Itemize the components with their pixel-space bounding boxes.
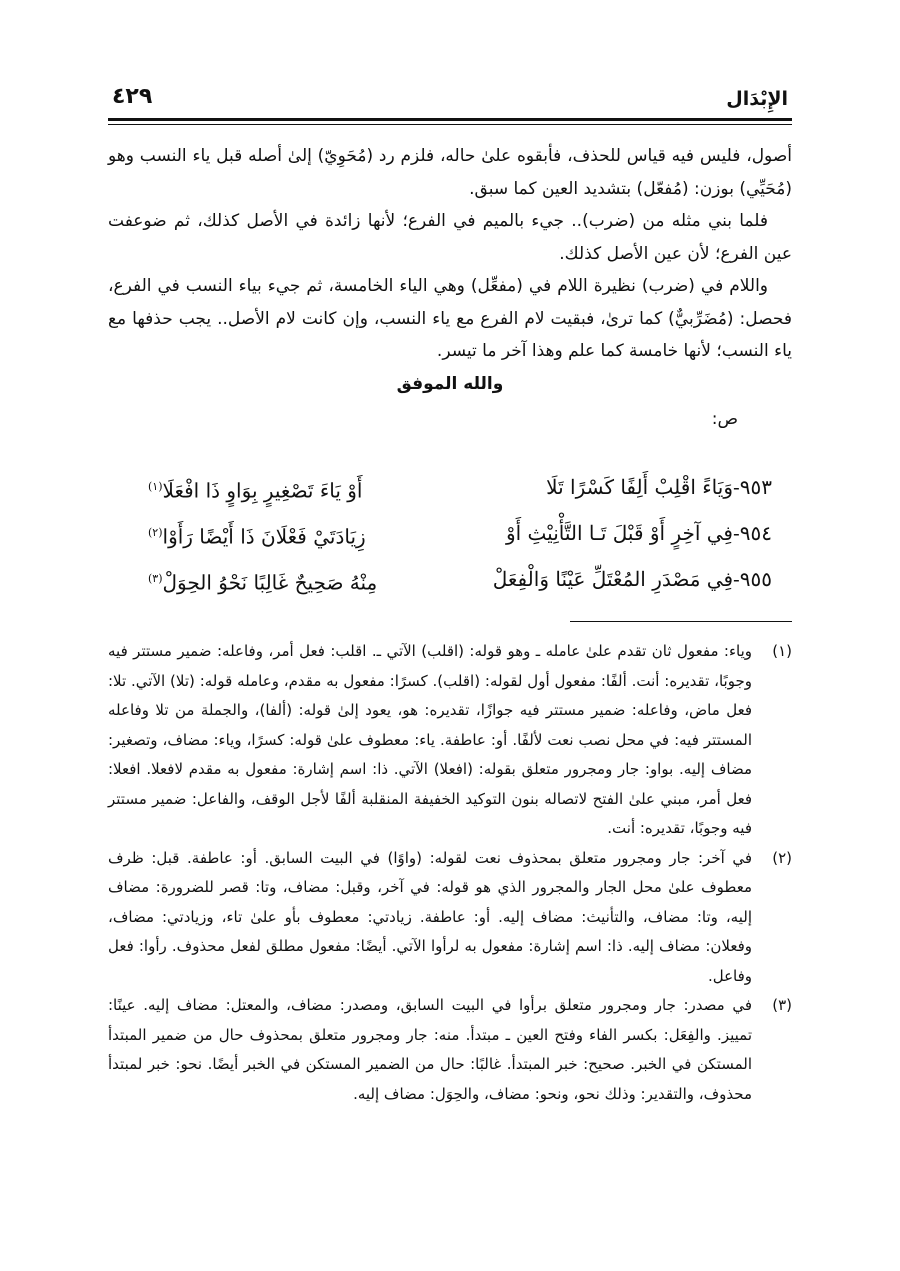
second-hemistich-text: أَوْ يَاءَ تَصْغِيرٍ بِوَاوٍ ذَا افْعَلَا <box>162 478 363 503</box>
footnote <box>108 991 792 1109</box>
second-hemistich-text: زِيَادَتَيْ فَعْلَانَ ذَا أَيْضًا رَأَوْا <box>162 524 366 549</box>
verse-line <box>148 556 772 602</box>
paragraph: فلما بني مثله من (ضرب).. جيء بالميم في الفرع؛ لأنها زائدة في الأصل كذلك، ثم ضوعفت عين الفرع؛ لأن عين الأصل كذلك. <box>108 211 792 264</box>
footnote <box>108 637 792 844</box>
second-hemistich <box>148 510 366 560</box>
footnote-ref: (٣) <box>148 572 163 585</box>
verse-line <box>148 510 772 556</box>
first-hemistich: ٩٥٥-فِي مَصْدَرِ المُعْتَلِّ عَيْنًا وَالْفِعَلْ <box>492 567 772 591</box>
poem-verses <box>148 464 772 602</box>
footnote-text: وياء: مفعول ثان تقدم علىٰ عامله ـ وهو قوله: (اقلب) الآتي ـ. اقلب: فعل أمر، وفاعله: ضمير مستتر فيه وجوبًا، تقديره: أنت. ألفًا: مفعول أول لقوله: (اقلب). كسرًا: مفعول به مقدم، وعامله قوله: (تلا) الآتي. تلا: فعل ماض، وفاعله: ضمير مستتر فيه جوازًا، تقديره: هو، يعود إلىٰ قوله: (ألفا)، والجملة من تلا وفاعله المستتر فيه: في محل نصب نعت لألفًا. أو: عاطفة. ياء: معطوف علىٰ قوله: كسرًا، وياء: مضاف، وتصغير: مضاف إليه. بواو: جار ومجرور متعلق بقوله: (افعلا) الآتي. ذا: اسم إشارة: مفعول به مقدم لافعلا. افعلا: فعل أمر، مبني علىٰ الفتح لاتصاله بنون التوكيد الخفيفة المنقلبة ألفًا لأجل الوقف، والفاعل: ضمير مستتر فيه وجوبًا، تقديره: أنت. <box>108 642 752 837</box>
footnote-separator <box>570 621 792 622</box>
page-number: ٤٢٩ <box>112 84 153 109</box>
footnote <box>108 844 792 992</box>
footnote-text: في مصدر: جار ومجرور متعلق برأوا في البيت السابق، ومصدر: مضاف، والمعتل: مضاف إليه. عينًا: تمييز. والفِعَل: بكسر الفاء وفتح العين ـ مبتدأ. منه: جار ومجرور متعلق بمحذوف حال من ضمير المبتدأ المستكن في الخبر. صحيح: خبر المبتدأ. غالبًا: حال من الضمير المستكن في الخبر أيضًا. نحو: خبر لمبتدأ محذوف، والتقدير: وذلك نحو، ونحو: مضاف، والحِوَل: مضاف إليه. <box>108 996 752 1103</box>
closing-phrase: والله الموفق <box>396 373 504 394</box>
footnote-ref: (٢) <box>148 526 163 539</box>
footnote-number: (٢) <box>772 848 792 867</box>
footnote-ref: (١) <box>148 480 163 493</box>
main-text <box>108 140 792 436</box>
footnote-number: (٣) <box>772 996 792 1014</box>
footnotes <box>108 637 792 1109</box>
footnote-number: (١) <box>772 642 792 660</box>
paragraph: أصول، فليس فيه قياس للحذف، فأبقوه علىٰ حاله، فلزم رد (مُحَوِيّ) إلىٰ أصله قبل ياء النسب وهو (مُحَيِّي) بوزن: (مُفعّل) بتشديد العين كما سبق. <box>108 146 792 199</box>
first-hemistich: ٩٥٣-وَيَاءً اقْلِبْ أَلِفًا كَسْرًا تَلَا <box>546 475 772 499</box>
footnote-text: في آخر: جار ومجرور متعلق بمحذوف نعت لقوله: (واوًا) في البيت السابق. أو: عاطفة. قبل: ظرف معطوف علىٰ محل الجار والمجرور الذي هو قوله: في آخر، وقبل: مضاف، وتا: قصر للضرورة: مضاف إليه، وتا: مضاف، والتأنيث: مضاف إليه. أو: عاطفة. زيادتي: معطوف بأو علىٰ تاء، وزيادتي: مضاف، وفعلان: مضاف إليه. ذا: اسم إشارة: مفعول به لرأوا الآتي. أيضًا: مفعول مطلق لفعل محذوف. رأوا: فعل وفاعل. <box>108 848 752 985</box>
paragraph: واللام في (ضرب) نظيرة اللام في (مفعِّل) وهي الياء الخامسة، ثم جيء بياء النسب في الفرع، فحصل: (مُضَرِّبيٌّ) كما ترىٰ، فبقيت لام الفرع مع ياء النسب، وإن كانت لام الأصل.. يجب حذفها مع ياء النسب؛ لأنها خامسة كما علم وهذا آخر ما تيسر. <box>108 276 792 361</box>
text-label: ص: <box>711 408 738 429</box>
second-hemistich <box>148 464 363 514</box>
second-hemistich-text: مِنْهُ صَحِيحٌ غَالِبًا نَحْوُ الحِوَلْ <box>162 570 378 595</box>
first-hemistich: ٩٥٤-فِي آخِرٍ أَوْ قَبْلَ تَـا التَّأْنِيْثِ أَوْ <box>505 521 772 545</box>
page-header <box>108 76 792 116</box>
running-title: الإِبْدَال <box>726 88 788 110</box>
verse-line <box>148 464 772 510</box>
header-rule-thin <box>108 124 792 125</box>
header-rule-thick <box>108 118 792 121</box>
second-hemistich <box>148 556 377 606</box>
